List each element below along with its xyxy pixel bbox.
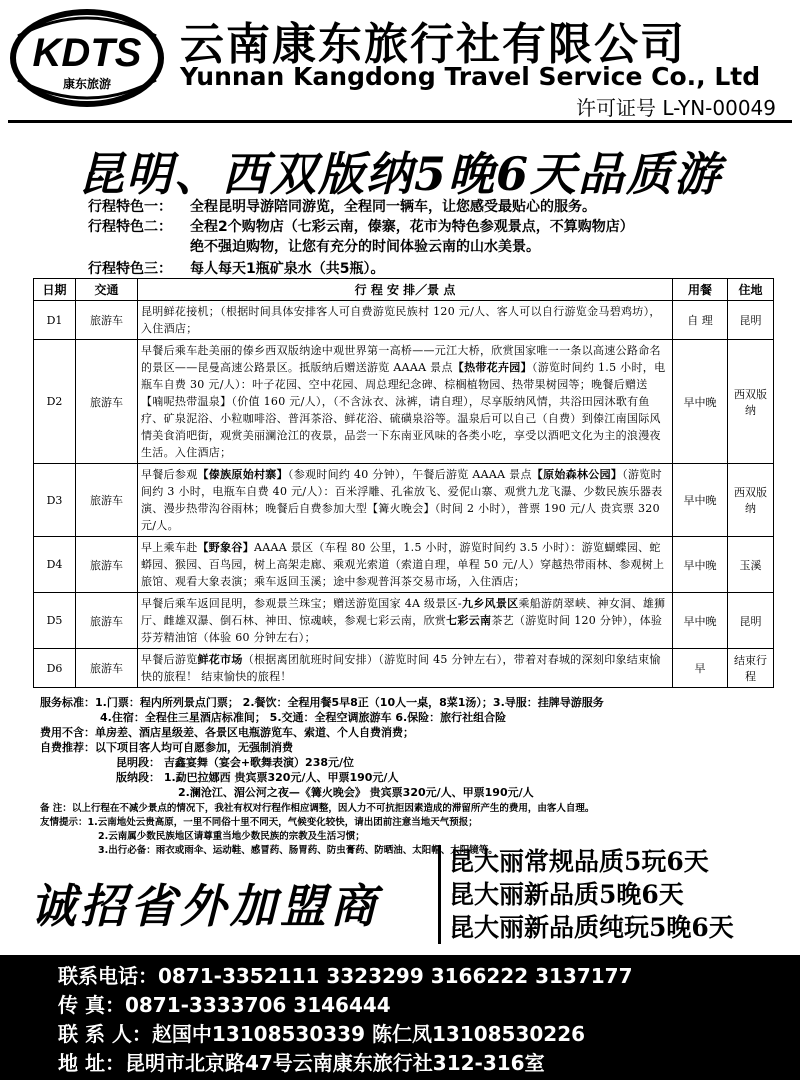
tip-3: 3.出行必备：雨衣或雨伞、运动鞋、感冒药、肠胃药、防虫膏药、防晒油、太阳帽、太阳镜等。 <box>98 845 498 856</box>
cell-meals: 早中晚 <box>673 537 728 593</box>
header-transport: 交通 <box>76 279 138 301</box>
tip-2: 2.云南属少数民族地区请尊重当地少数民族的宗教及生活习惯； <box>98 831 365 842</box>
feature-line <box>88 236 540 256</box>
header-divider <box>8 120 792 123</box>
cell-transport: 旅游车 <box>76 649 138 688</box>
itinerary-text: 早上乘车赴 <box>141 541 198 554</box>
tips <box>40 814 478 828</box>
product-item: 昆大丽新品质5晚6天 <box>449 880 684 909</box>
remarks <box>40 800 594 814</box>
self-pay-intro: 以下项目客人均可自愿参加，无强制消费 <box>95 741 293 754</box>
itinerary-table <box>33 278 774 688</box>
cell-transport: 旅游车 <box>76 301 138 340</box>
service-standard-label: 服务标准： <box>40 696 95 709</box>
fax-value: 0871-3333706 3146444 <box>124 993 391 1017</box>
table-row <box>34 649 774 688</box>
contact-label: 联 系 人： <box>58 1022 152 1046</box>
cell-stay: 玉溪 <box>728 537 774 593</box>
itinerary-text: 早餐后乘车返回昆明，参观景兰珠宝；赠送游览国家 4A 级景区- <box>141 597 462 610</box>
table-row <box>34 340 774 464</box>
company-logo <box>8 6 166 110</box>
cell-transport: 旅游车 <box>76 537 138 593</box>
cell-meals: 自 理 <box>673 301 728 340</box>
license-number: 许可证号 L-YN-00049 <box>575 96 776 120</box>
itinerary-text: 乘船游荫翠峡、神女洞、雄狮厅、雌雄双瀑、倒石林、神田、惊魂峡，参观七彩云南，欣赏 <box>141 597 666 627</box>
cost-excluded-label: 费用不含： <box>40 726 95 739</box>
itinerary-text: （游览时间约 3 小时，电瓶车自费 40 元/人）：百米浮雕、孔雀放飞、爱伲山寨、观赏九龙飞瀑、少数民族乐器表演、漫步热带沟谷雨林；晚餐后自费参加大型【篝火晚会】（时间 2 小时），普票 190 元/人 贵宾票 320 元/人。 <box>141 468 663 532</box>
contact-address <box>58 1047 545 1076</box>
table-row <box>34 301 774 340</box>
itinerary-text: （根据离团航班时间安排）（游览时间 45 分钟左右），带着对春城的深刻印象结束愉快的旅程！ 结束愉快的旅程！ <box>141 653 661 683</box>
feature-line <box>88 216 634 236</box>
itinerary-text: 早餐后参观 <box>141 468 198 481</box>
table-row <box>34 537 774 593</box>
feature-line <box>88 196 596 216</box>
product-list <box>438 845 734 944</box>
cell-transport: 旅游车 <box>76 464 138 537</box>
contact-fax <box>58 989 391 1018</box>
cell-day: D3 <box>34 464 76 537</box>
cell-stay: 西双版纳 <box>728 340 774 464</box>
logo-subtext: 康东旅游 <box>62 77 112 91</box>
product-item: 昆大丽常规品质5玩6天 <box>449 847 709 876</box>
tour-title: 昆明、西双版纳5晚6天品质游 <box>77 147 722 201</box>
cell-day: D2 <box>34 340 76 464</box>
cost-excluded-text: 单房差、酒店星级差、各景区电瓶游览车、索道、个人自费消费； <box>95 726 414 739</box>
feature-text: 全程昆明导游陪同游览，全程同一辆车，让您感受最贴心的服务。 <box>190 199 596 215</box>
logo-text: KDTS <box>32 31 142 75</box>
header-stay: 住地 <box>728 279 774 301</box>
cell-transport: 旅游车 <box>76 593 138 649</box>
itinerary-text: （参观时间约 40 分钟），午餐后游览 AAAA 景点 <box>287 468 532 481</box>
fax-label: 传 真： <box>58 993 125 1017</box>
table-header-row <box>34 279 774 301</box>
itinerary-text: 茶艺（游览时间 120 分钟），体验芬芳精油馆（体验 60 分钟左右）； <box>141 614 663 644</box>
phone-value: 0871-3352111 3323299 3166222 3137177 <box>158 964 633 988</box>
cell-meals: 早中晚 <box>673 593 728 649</box>
service-standard <box>40 694 604 710</box>
itinerary-body <box>34 301 774 688</box>
remarks-text: 以上行程在不减少景点的情况下，我社有权对行程作相应调整，因人力不可抗拒因素造成的滞留所产生的费用，由客人自理。 <box>71 803 595 814</box>
self-pay-kunming: 昆明段： 吉鑫宴舞（宴会+歌舞表演）238元/位 <box>116 756 355 769</box>
self-pay-banna-2: 2.澜沧江、湄公河之夜—《篝火晚会》 贵宾票320元/人、甲票190元/人 <box>178 786 534 799</box>
phone-label: 联系电话： <box>58 964 158 988</box>
cell-day: D1 <box>34 301 76 340</box>
cell-meals: 早中晚 <box>673 464 728 537</box>
cell-day: D5 <box>34 593 76 649</box>
itinerary-text: （游览时间约 1.5 小时，电瓶车自费 30 元/人）：叶子花园、空中花园、周总理纪念碑、棕榈植物园、热带果树园等；晚餐后赠送【喃呢热带温泉】（价值 160 元/人），（不含泳衣、泳裤，请自理），尽享版纳风情，共浴田园沐歌有鱼疗、矿泉泥浴、小粒咖啡浴、普洱茶浴、鲜花浴、硫磺泉浴等。温泉后可以自己（自费）到傣江南国际风情美食消吧街，观赏美丽澜沧江的夜景，品尝一下东南亚风味的各类小吃，享受以酒吧文化为主的浪漫夜生活。入住酒店； <box>141 361 666 459</box>
cell-itinerary <box>138 593 673 649</box>
self-pay-label: 自费推荐： <box>40 741 95 754</box>
cell-day: D4 <box>34 537 76 593</box>
service-standard-line1: 1.门票：程内所列景点门票； 2.餐饮：全程用餐5早8正（10人一桌，8菜1汤）；3.导服：挂牌导游服务 <box>95 696 604 709</box>
tip-1: 1.云南地处云贵高原，一里不同俗十里不同天，气候变化较快，请出团前注意当地天气预报； <box>87 817 478 828</box>
self-pay-banna-1: 版纳段： 1.勐巴拉娜西 贵宾票320元/人、甲票190元/人 <box>116 771 399 784</box>
highlight-attraction: 【野象谷】 <box>197 541 254 554</box>
table-row <box>34 593 774 649</box>
remarks-label: 备 注： <box>40 803 72 814</box>
contact-phone <box>58 960 633 989</box>
product-item: 昆大丽新品质纯玩5晚6天 <box>449 913 734 942</box>
cell-itinerary <box>138 649 673 688</box>
table-row <box>34 464 774 537</box>
address-label: 地 址： <box>58 1051 125 1075</box>
company-name-cn: 云南康东旅行社有限公司 <box>180 19 686 70</box>
highlight-attraction: 【热带花卉园】 <box>452 361 532 374</box>
cell-stay: 西双版纳 <box>728 464 774 537</box>
highlight-attraction: 七彩云南 <box>446 614 492 627</box>
feature-text: 每人每天1瓶矿泉水（共5瓶）。 <box>190 261 385 277</box>
feature-text: 绝不强迫购物，让您有充分的时间体验云南的山水美景。 <box>190 239 540 255</box>
cell-day: D6 <box>34 649 76 688</box>
highlight-attraction: 鲜花市场 <box>197 653 243 666</box>
contact-value: 赵国中13108530339 陈仁凤13108530226 <box>151 1022 586 1046</box>
itinerary-text: 昆明鲜花接机；（根据时间具体安排客人可自费游览民族村 120 元/人、客人可以自行游览金马碧鸡坊），入住酒店； <box>141 305 661 335</box>
cell-stay: 昆明 <box>728 593 774 649</box>
feature-label: 行程特色二： <box>88 219 172 235</box>
recruit-franchise: 诚招省外加盟商 <box>30 879 380 933</box>
header-meals: 用餐 <box>673 279 728 301</box>
address-value: 昆明市北京路47号云南康东旅行社312-316室 <box>124 1051 545 1075</box>
tips-label: 友情提示： <box>40 817 88 828</box>
feature-text: 全程2个购物店（七彩云南，傣寨，花市为特色参观景点，不算购物店） <box>190 219 634 235</box>
highlight-attraction: 【傣族原始村寨】 <box>197 468 288 481</box>
cell-itinerary <box>138 537 673 593</box>
header-itinerary: 行 程 安 排／景 点 <box>138 279 673 301</box>
cell-meals: 早 <box>673 649 728 688</box>
itinerary-text: 早餐后乘车赴美丽的傣乡西双版纳途中观世界第一高桥——元江大桥，欣赏国家唯一一条以高速公路命名的景区——昆曼高速公路景区。抵版纳后赠送游览 AAAA 景点 <box>141 344 661 374</box>
cell-meals: 早中晚 <box>673 340 728 464</box>
service-standard-line2: 4.住宿：全程住三星酒店标准间； 5.交通：全程空调旅游车 6.保险：旅行社组合险 <box>100 711 507 724</box>
cell-itinerary <box>138 464 673 537</box>
itinerary-text: AAAA 景区（车程 80 公里，1.5 小时，游览时间约 3.5 小时）：游览蝴蝶园、蛇蟒园、猴园、百鸟园，树上高架走廊、乘观光索道（索道自理，单程 50 元/人）穿越热带雨林、参观树上旅馆、观看大象表演；乘车返回玉溪；途中参观普洱茶交易市场，入住酒店； <box>141 541 665 588</box>
company-name-en: Yunnan Kangdong Travel Service Co., Ltd <box>180 62 761 91</box>
cell-stay: 结束行程 <box>728 649 774 688</box>
cell-stay: 昆明 <box>728 301 774 340</box>
itinerary-text: 早餐后游览 <box>141 653 198 666</box>
highlight-attraction: 九乡风景区 <box>461 597 519 610</box>
feature-label: 行程特色三： <box>88 261 172 277</box>
highlight-attraction: 【原始森林公园】 <box>531 468 623 481</box>
cell-transport: 旅游车 <box>76 340 138 464</box>
cell-itinerary <box>138 340 673 464</box>
feature-line <box>88 258 384 278</box>
header-date: 日期 <box>34 279 76 301</box>
cost-excluded <box>40 724 414 740</box>
contact-person <box>58 1018 585 1047</box>
cell-itinerary <box>138 301 673 340</box>
self-pay <box>40 739 293 755</box>
feature-label: 行程特色一： <box>88 199 172 215</box>
